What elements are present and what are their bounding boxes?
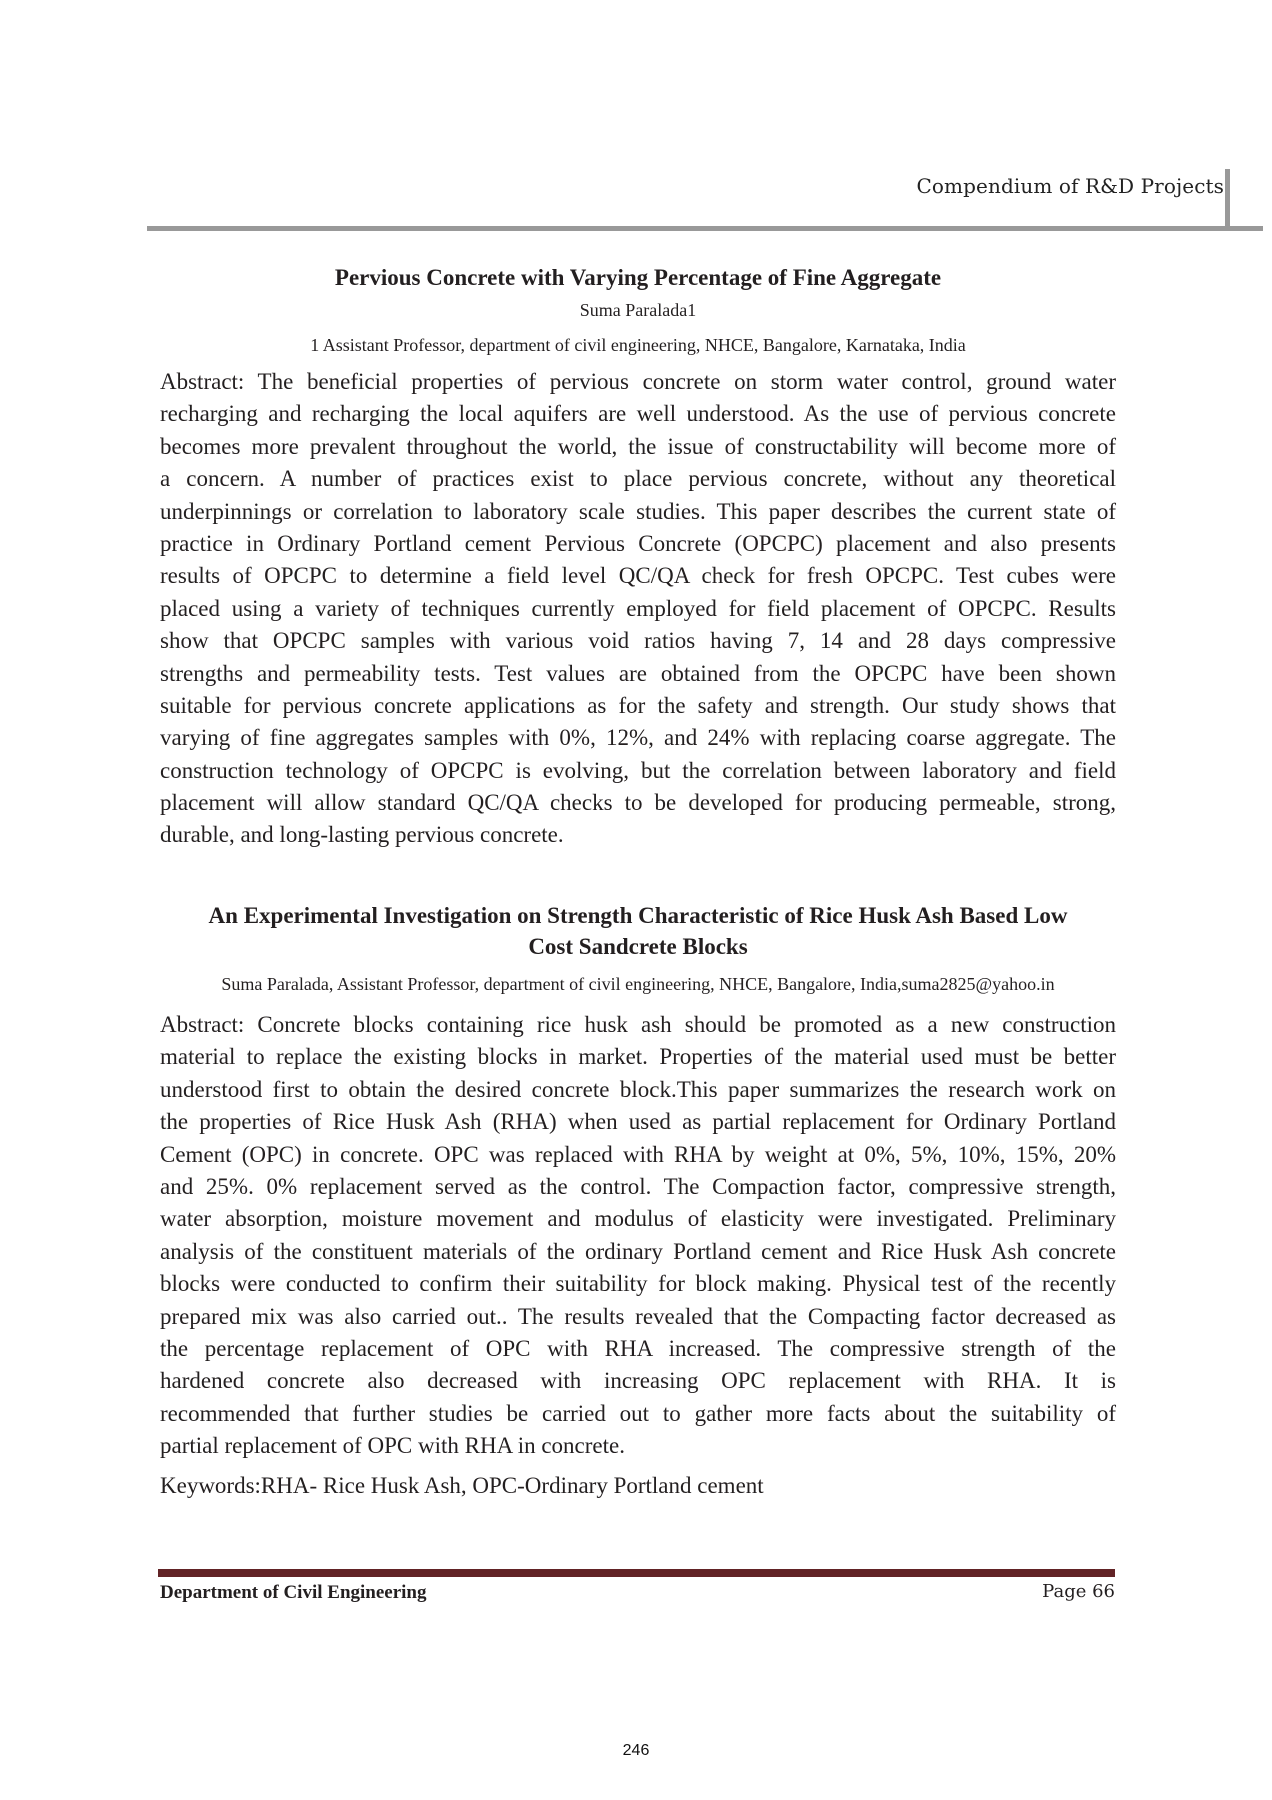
abstract-line: practice in Ordinary Portland cement Pervious Concrete (OPCPC) placement and also presents	[160, 530, 1116, 556]
paper-1-affiliation: 1 Assistant Professor, department of civil engineering, NHCE, Bangalore, Karnataka, India	[310, 335, 966, 355]
abstract-line: the properties of Rice Husk Ash (RHA) when used as partial replacement for Ordinary Portland	[160, 1109, 1116, 1135]
footer-department: Department of Civil Engineering	[160, 1582, 427, 1603]
print-page-number: 246	[622, 1742, 650, 1759]
paper-1-title	[160, 262, 1116, 293]
abstract-line: water absorption, moisture movement and modulus of elasticity were investigated. Preliminary	[160, 1206, 1116, 1232]
footer-bar	[158, 1569, 1115, 1577]
abstract-line: recharging and recharging the local aquifers are well understood. As the use of pervious concrete	[160, 401, 1116, 427]
paper-2-affiliation: Suma Paralada, Assistant Professor, department of civil engineering, NHCE, Bangalore, India,suma2825@yahoo.in	[221, 974, 1055, 994]
paper-2-abstract	[160, 1009, 1116, 1462]
abstract-line: and 25%. 0% replacement served as the control. The Compaction factor, compressive strength,	[160, 1173, 1116, 1199]
abstract-line: partial replacement of OPC with RHA in concrete.	[160, 1433, 625, 1459]
footer-page-label: Page 66	[1042, 1581, 1115, 1602]
abstract-line: a concern. A number of practices exist to place pervious concrete, without any theoretical	[160, 466, 1116, 492]
header-vertical-bar	[1225, 169, 1230, 230]
paper-2-title	[160, 900, 1116, 962]
paper-1-abstract	[160, 366, 1116, 852]
abstract-line: understood first to obtain the desired concrete block.This paper summarizes the research work on	[160, 1076, 1116, 1102]
abstract-line: durable, and long-lasting pervious concrete.	[160, 822, 564, 848]
abstract-line: Abstract: Concrete blocks containing rice husk ash should be promoted as a new construction	[160, 1012, 1116, 1037]
header-rule	[147, 226, 1263, 231]
abstract-line: blocks were conducted to confirm their suitability for block making. Physical test of the recently	[160, 1271, 1116, 1297]
abstract-line: suitable for pervious concrete applications as for the safety and strength. Our study shows that	[160, 692, 1116, 718]
abstract-line: Cement (OPC) in concrete. OPC was replaced with RHA by weight at 0%, 5%, 10%, 15%, 20%	[160, 1141, 1116, 1167]
abstract-line: show that OPCPC samples with various void ratios having 7, 14 and 28 days compressive	[160, 628, 1116, 654]
paper-2-keywords: Keywords:RHA- Rice Husk Ash, OPC-Ordinary Portland cement	[160, 1473, 764, 1498]
abstract-line: strengths and permeability tests. Test values are obtained from the OPCPC have been shown	[160, 660, 1116, 686]
abstract-line: placement will allow standard QC/QA checks to be developed for producing permeable, strong,	[160, 790, 1116, 816]
abstract-line: recommended that further studies be carried out to gather more facts about the suitability of	[160, 1400, 1116, 1426]
abstract-line: placed using a variety of techniques currently employed for field placement of OPCPC. Results	[160, 595, 1116, 621]
paper-2-title-line: An Experimental Investigation on Strength Characteristic of Rice Husk Ash Based Low	[208, 903, 1068, 928]
abstract-line: varying of fine aggregates samples with 0%, 12%, and 24% with replacing coarse aggregate. The	[160, 725, 1116, 751]
paper-1-title-line: Pervious Concrete with Varying Percentage of Fine Aggregate	[334, 265, 942, 290]
abstract-line: Abstract: The beneficial properties of pervious concrete on storm water control, ground water	[160, 369, 1116, 394]
paper-1-author: Suma Paralada1	[579, 300, 697, 320]
abstract-line: prepared mix was also carried out.. The results revealed that the Compacting factor decreased as	[160, 1303, 1116, 1329]
abstract-line: becomes more prevalent throughout the world, the issue of constructability will become more of	[160, 433, 1116, 459]
abstract-line: analysis of the constituent materials of the ordinary Portland cement and Rice Husk Ash concrete	[160, 1238, 1116, 1264]
abstract-line: the percentage replacement of OPC with RHA increased. The compressive strength of the	[160, 1335, 1116, 1361]
running-header-title: Compendium of R&D Projects	[916, 174, 1224, 198]
abstract-line: hardened concrete also decreased with increasing OPC replacement with RHA. It is	[160, 1368, 1116, 1394]
abstract-line: results of OPCPC to determine a field level QC/QA check for fresh OPCPC. Test cubes were	[160, 563, 1116, 589]
abstract-line: construction technology of OPCPC is evolving, but the correlation between laboratory and field	[160, 757, 1116, 783]
abstract-line: material to replace the existing blocks in market. Properties of the material used must be better	[160, 1044, 1116, 1070]
abstract-line: underpinnings or correlation to laboratory scale studies. This paper describes the current state of	[160, 498, 1116, 524]
paper-2-title-line: Cost Sandcrete Blocks	[528, 934, 748, 959]
